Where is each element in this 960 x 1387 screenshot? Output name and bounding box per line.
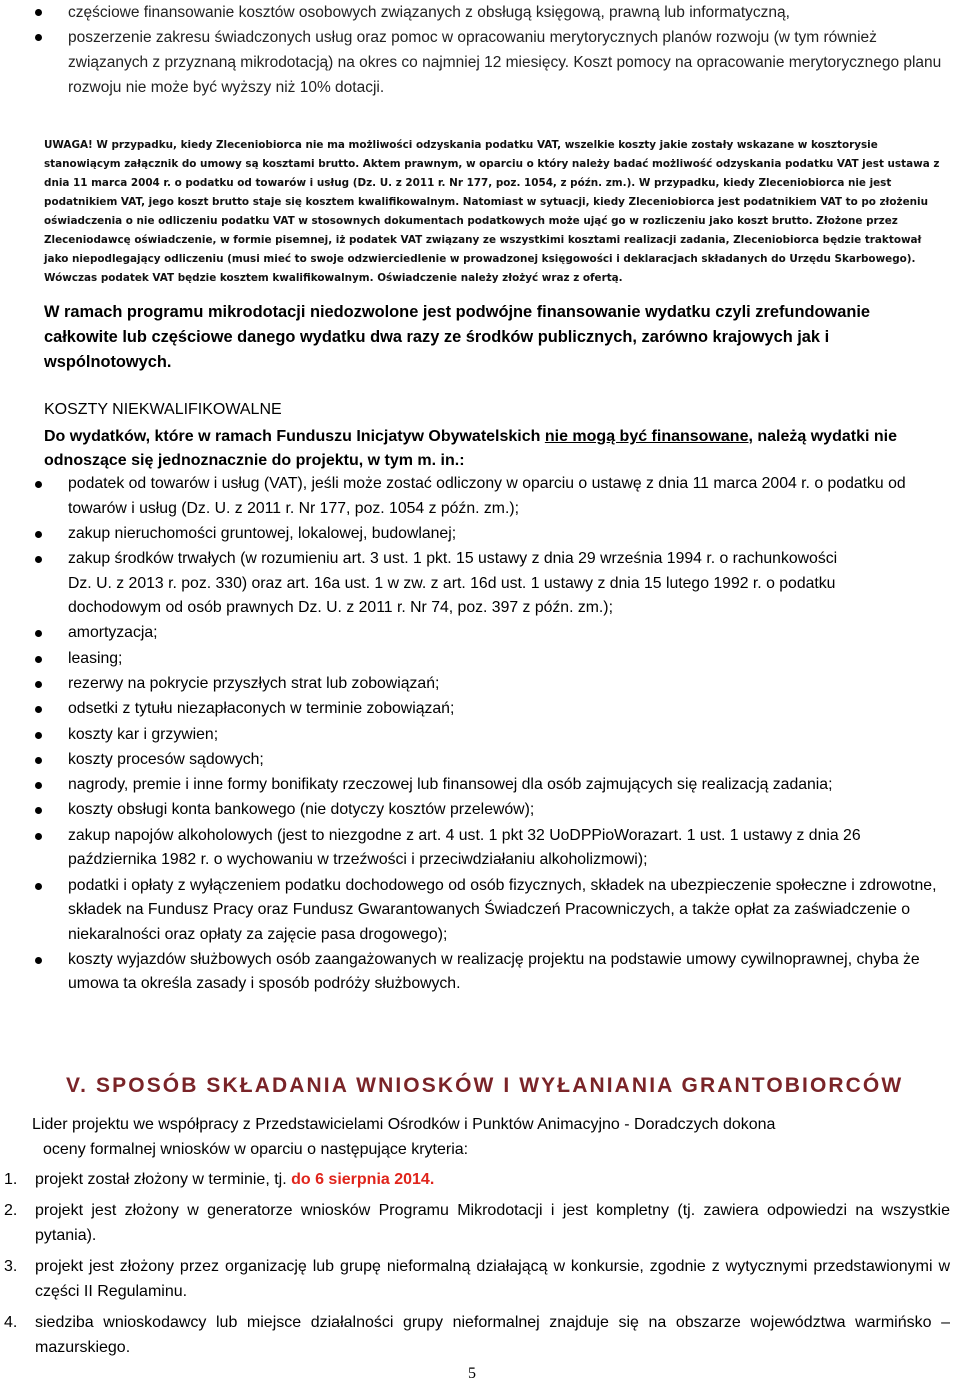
list-item-text: koszty kar i grzywien; (68, 725, 219, 743)
list-item (20, 25, 950, 100)
criteria-list (0, 1167, 950, 1366)
criterion-text: projekt jest złożony w generatorze wniosków Programu Mikrodotacji i jest kompletny (tj. zawiera odpowiedzi na wszystkie pytania). (35, 1202, 950, 1244)
evaluation-intro (32, 1112, 902, 1162)
list-item (20, 723, 950, 748)
bullet-icon (35, 531, 42, 538)
list-item (20, 948, 950, 997)
list-item (20, 647, 950, 672)
list-item-text: zakup nieruchomości gruntowej, lokalowej, budowlanej; (68, 524, 457, 542)
list-item-text: podatek od towarów i usług (VAT), jeśli może zostać odliczony w oparciu o ustawę z dnia 11 marca 2004 r. o podatku od towarów i usług (Dz. U. z 2011 r. Nr 177, poz. 1054 z późn. zm.); (68, 475, 906, 517)
list-item (20, 697, 950, 722)
list-item-text: zakup środków trwałych (w rozumieniu art. 3 ust. 1 pkt. 15 ustawy z dnia 29 września 1994 r. o rachunkowości Dz. U. z 2013 r. poz. 330) oraz art. 16a ust. 1 w zw. z art. 16d ust. 1 ustawy z dnia 15 lutego 1992 r. o podatku dochodowym od osób prawnych Dz. U. z 2011 r. Nr 74, poz. 397 z późn. zm.); (68, 550, 838, 617)
list-item (20, 472, 950, 521)
bullet-icon (35, 656, 42, 663)
non-eligible-costs-list (20, 472, 950, 998)
list-item (20, 824, 950, 873)
bullet-icon (35, 833, 42, 840)
intro-underlined-text: nie mogą być finansowane (544, 428, 749, 445)
bullet-icon (35, 34, 42, 41)
list-item-text: zakup napojów alkoholowych (jest to niezgodne z art. 4 ust. 1 pkt 32 UoDPPioWorazart. 1 ust. 1 ustawy z dnia 26 października 1982 r. o wychowaniu w trzeźwości i przeciwdziałaniu alkoholizmowi); (68, 826, 861, 869)
list-item-text: koszty procesów sądowych; (68, 750, 264, 768)
list-item-text: odsetki z tytułu niezapłaconych w terminie zobowiązań; (68, 700, 455, 718)
list-item (20, 672, 950, 697)
list-item-text: rezerwy na pokrycie przyszłych strat lub zobowiązań; (68, 674, 440, 692)
section-title: V. SPOSÓB SKŁADANIA WNIOSKÓW I WYŁANIANIA GRANTOBIORCÓW (66, 1074, 904, 1097)
deadline-date: do 6 sierpnia 2014. (291, 1171, 435, 1188)
criterion-number: 1. (4, 1171, 18, 1188)
non-eligible-costs-heading: KOSZTY NIEKWALIFIKOWALNE (44, 401, 282, 418)
intro-text-end: , należą wydatki nie odnoszące się jednoznacznie do projektu, w tym m. in.: (44, 428, 897, 469)
criterion-text: projekt został złożony w terminie, tj. (35, 1171, 292, 1188)
list-item-text: podatki i opłaty z wyłączeniem podatku dochodowego od osób fizycznych, składek na ubezpieczenie społeczne i zdrowotne, składek na Fundusz Pracy oraz Fundusz Gwarantowanych Świadczeń Pracowniczych, a także opłat za zaświadczenie o niekaralności oraz opłaty za zajęcie pasa drogowego); (68, 876, 937, 943)
list-item (20, 874, 950, 948)
list-item-text: częściowe finansowanie kosztów osobowych związanych z obsługą księgową, prawną lub informatyczną, (68, 4, 790, 21)
funding-bullet-list (20, 0, 950, 100)
evaluation-intro-line: oceny formalnej wniosków w oparciu o następujące kryteria: (43, 1141, 469, 1158)
criterion-number: 3. (4, 1258, 18, 1275)
bullet-icon (35, 556, 42, 563)
list-item (20, 773, 950, 798)
criterion-text: projekt jest złożony przez organizację lub grupę nieformalną działającą w konkursie, zgodnie z wytycznymi przedstawionymi w części II Regulaminu. (35, 1258, 950, 1300)
list-item (20, 522, 950, 547)
list-item-text: poszerzenie zakresu świadczonych usług oraz pomoc w opracowaniu merytorycznych planów rozwoju (w tym również związanych z przyznaną mikrodotacją) na okres co najmniej 12 miesięcy. Koszt pomocy na opracowanie merytorycznego planu rozwoju nie może być wyższy niż 10% dotacji. (68, 29, 942, 96)
criterion-number: 2. (4, 1202, 18, 1219)
vat-warning-note: UWAGA! W przypadku, kiedy Zleceniobiorca nie ma możliwości odzyskania podatku VAT, wszelkie koszty jakie zostały wskazane w kosztorysie stanowiącym załącznik do umowy są kosztami brutto. Aktem prawnym, w oparciu o który należy badać możliwość odzyskania podatku VAT jest ustawa z dnia 11 marca 2004 r. o podatku od towarów i usług (Dz. U. z 2011 r. Nr 177, poz. 1054, z późn. zm.). W przypadku, kiedy Zleceniobiorca nie jest podatnikiem VAT, jego koszt brutto staje się kosztem kwalifikowalnym. Natomiast w sytuacji, kiedy Zleceniobiorca jest podatnikiem VAT to po złożeniu oświadczenia o nie odliczeniu podatku VAT w stosownych dokumentach podatkowych może ująć go w rozliczeniu jako koszt brutto. Złożone przez Zleceniodawcę oświadczenie, w formie pisemnej, iż podatek VAT związany ze wszystkimi kosztami realizacji zadania, Zleceniobiorca będzie traktował jako niepodlegający odliczeniu (musi mieć to swoje odzwierciedlenie w prowadzonej księgowości i deklaracjach składanych do Urzędu Skarbowego). Wówczas podatek VAT będzie kosztem kwalifikowalnym. Oświadczenie należy złożyć wraz z ofertą. (44, 139, 940, 284)
bullet-icon (35, 481, 42, 488)
bullet-icon (35, 9, 42, 16)
bullet-icon (35, 883, 42, 890)
list-item (20, 0, 950, 25)
bullet-icon (35, 706, 42, 713)
criterion-number: 4. (4, 1314, 18, 1331)
page-number: 5 (468, 1365, 476, 1382)
list-item-text: koszty obsługi konta bankowego (nie dotyczy kosztów przelewów); (68, 801, 535, 819)
bullet-icon (35, 807, 42, 814)
criterion-item (0, 1254, 950, 1304)
criterion-text: siedziba wnioskodawcy lub miejsce działalności grupy nieformalnej znajduje się na obszarze województwa warmińsko – mazurskiego. (35, 1314, 950, 1356)
evaluation-intro-line: Lider projektu we współpracy z Przedstawicielami Ośrodków i Punktów Animacyjno - Doradczych dokona (32, 1116, 776, 1133)
list-item-text: leasing; (68, 649, 123, 667)
list-item (20, 547, 848, 621)
intro-text: Do wydatków, które w ramach Funduszu Inicjatyw Obywatelskich (44, 428, 545, 445)
list-item (20, 748, 950, 773)
bullet-icon (35, 782, 42, 789)
bullet-icon (35, 681, 42, 688)
criterion-item (0, 1198, 950, 1248)
criterion-item (0, 1167, 950, 1192)
non-eligible-costs-intro (44, 425, 944, 473)
list-item-text: koszty wyjazdów służbowych osób zaangażowanych w realizację projektu na podstawie umowy cywilnoprawnej, chyba że umowa ta określa zasady i sposób podróży służbowych. (68, 950, 920, 993)
list-item (20, 621, 950, 646)
bullet-icon (35, 732, 42, 739)
list-item (20, 798, 950, 823)
bullet-icon (35, 630, 42, 637)
bullet-icon (35, 957, 42, 964)
list-item-text: nagrody, premie i inne formy bonifikaty rzeczowej lub finansowej dla osób zajmujących się realizacją zadania; (68, 776, 833, 794)
list-item-text: amortyzacja; (68, 624, 158, 642)
bullet-icon (35, 757, 42, 764)
criterion-item (0, 1310, 950, 1360)
double-financing-paragraph: W ramach programu mikrodotacji niedozwolone jest podwójne finansowanie wydatku czyli zrefundowanie całkowite lub częściowe danego wydatku dwa razy ze środków publicznych, zarówno krajowych jak i wspólnotowych. (44, 303, 871, 371)
